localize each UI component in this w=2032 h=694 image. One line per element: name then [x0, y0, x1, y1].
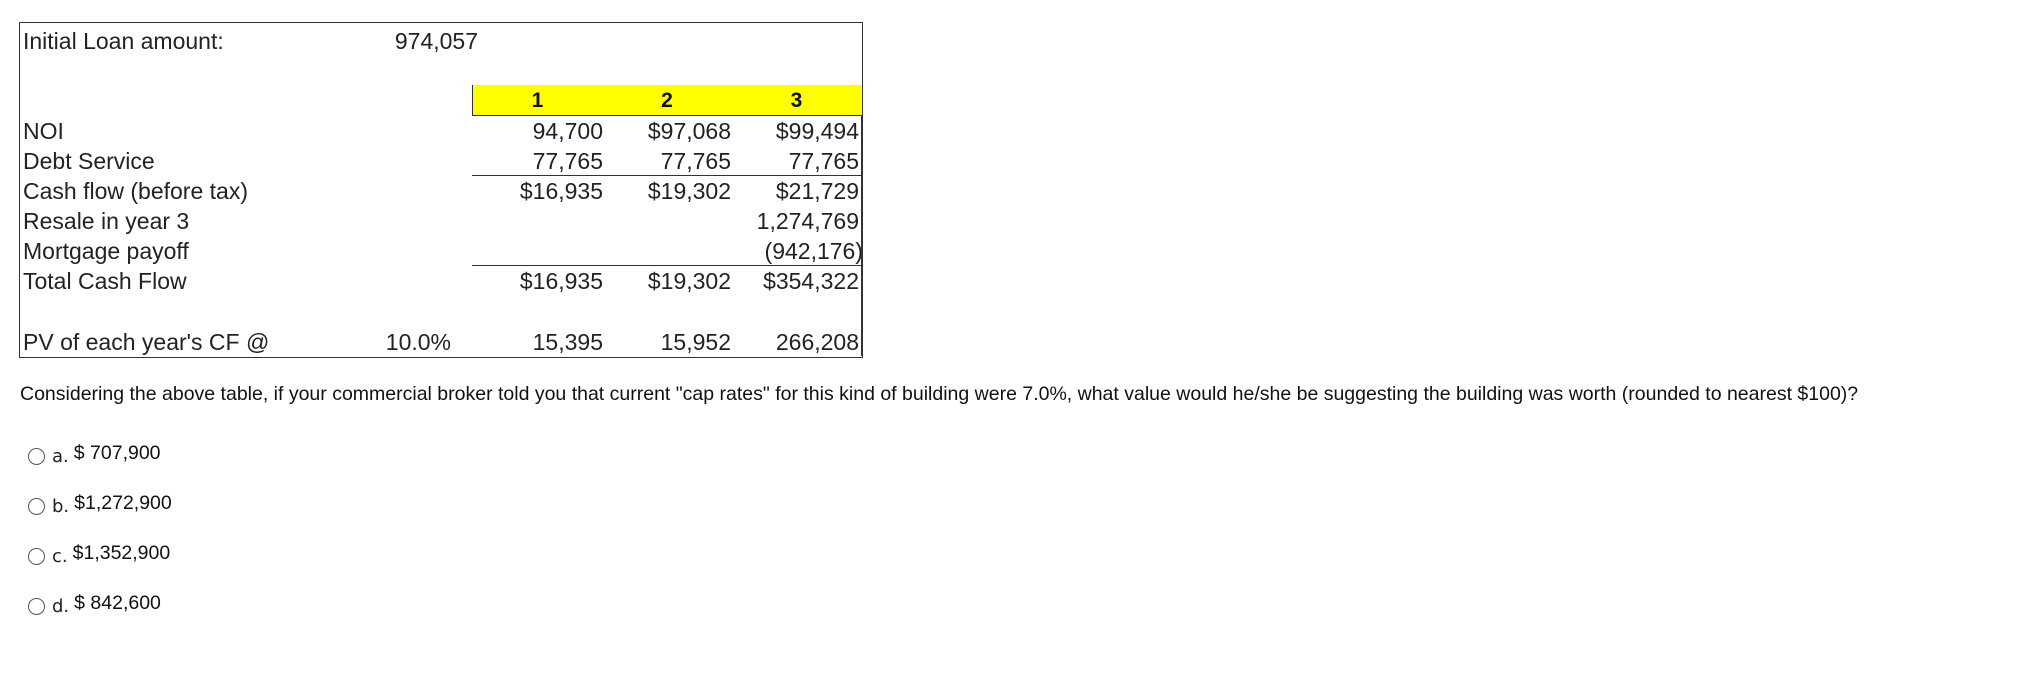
cash-flow-year-1: $16,935 — [519, 178, 603, 204]
total-cash-flow-year-1: $16,935 — [519, 268, 603, 294]
option-text: $1,352,900 — [72, 541, 171, 564]
option-letter: a. — [52, 445, 69, 467]
option-text: $ 707,900 — [73, 441, 161, 464]
option-letter: b. — [52, 495, 70, 517]
option-a[interactable] — [28, 428, 172, 478]
loan-amount-label: Initial Loan amount: — [23, 28, 224, 54]
year-header-left-border — [472, 85, 473, 116]
header-underline — [472, 115, 862, 116]
table-right-border — [861, 116, 862, 356]
option-d[interactable] — [28, 578, 172, 628]
resale-year-3: 1,274,769 — [756, 208, 859, 234]
radio-circle-icon[interactable] — [28, 548, 45, 565]
noi-year-1: 94,700 — [532, 118, 603, 144]
option-c[interactable] — [28, 528, 172, 578]
loan-cashflow-table — [19, 22, 863, 358]
total-cash-flow-overline — [472, 265, 862, 266]
answer-options — [28, 428, 172, 628]
pv-label: PV of each year's CF @ — [23, 329, 270, 355]
pv-year-2: 15,952 — [660, 329, 731, 355]
radio-circle-icon[interactable] — [28, 448, 45, 465]
total-cash-flow-year-3: $354,322 — [763, 268, 859, 294]
radio-circle-icon[interactable] — [28, 598, 45, 615]
total-cash-flow-label: Total Cash Flow — [23, 268, 187, 294]
option-letter: c. — [52, 545, 68, 567]
question-text: Considering the above table, if your commercial broker told you that current "cap rates" for this kind of building were 7.0%, what value would he/she be suggesting the building was worth (rounded to nearest $100)? — [20, 383, 1859, 405]
pv-year-3: 266,208 — [775, 329, 859, 355]
pv-year-1: 15,395 — [532, 329, 603, 355]
debt-service-underline — [472, 175, 862, 176]
option-text: $1,272,900 — [74, 491, 172, 514]
mortgage-payoff-label: Mortgage payoff — [23, 238, 189, 264]
loan-amount-value: 974,057 — [394, 28, 478, 54]
cash-flow-year-2: $19,302 — [647, 178, 731, 204]
pv-rate: 10.0% — [385, 329, 451, 355]
option-letter: d. — [52, 595, 70, 617]
radio-circle-icon[interactable] — [28, 498, 45, 515]
noi-year-3: $99,494 — [775, 118, 859, 144]
debt-service-year-2: 77,765 — [660, 148, 731, 174]
noi-year-2: $97,068 — [647, 118, 731, 144]
noi-label: NOI — [23, 118, 64, 144]
debt-service-label: Debt Service — [23, 148, 155, 174]
debt-service-year-3: 77,765 — [788, 148, 859, 174]
resale-label: Resale in year 3 — [23, 208, 190, 234]
total-cash-flow-year-2: $19,302 — [647, 268, 731, 294]
debt-service-year-1: 77,765 — [532, 148, 603, 174]
cash-flow-label: Cash flow (before tax) — [23, 178, 248, 204]
mortgage-payoff-year-3: (942,176) — [764, 238, 863, 264]
year-3-header: 3 — [790, 89, 803, 112]
year-1-header: 1 — [531, 89, 544, 112]
year-2-header: 2 — [661, 89, 673, 112]
option-text: $ 842,600 — [74, 591, 161, 614]
cash-flow-year-3: $21,729 — [775, 178, 859, 204]
option-b[interactable] — [28, 478, 172, 528]
